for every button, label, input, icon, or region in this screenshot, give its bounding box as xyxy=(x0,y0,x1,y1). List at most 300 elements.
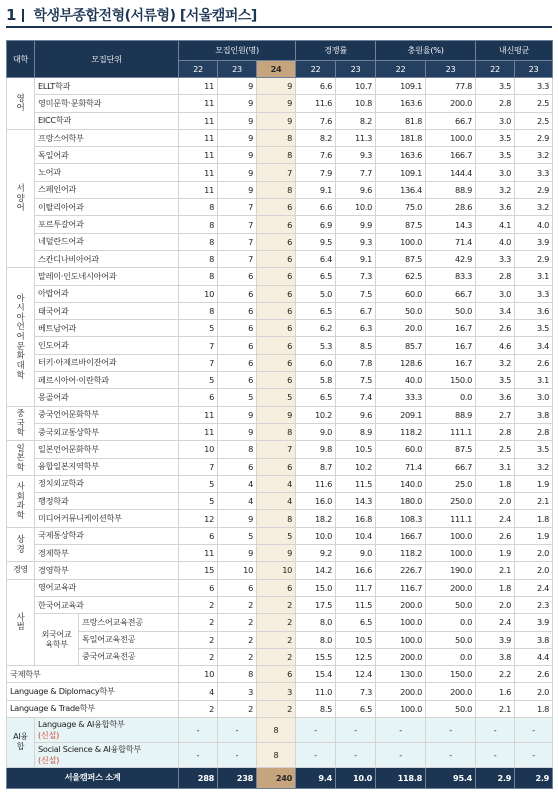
total-f23: 95.4 xyxy=(426,767,476,788)
cell-g23: 2.5 xyxy=(515,95,553,112)
cell-q23: 9 xyxy=(218,147,257,164)
section-title xyxy=(6,4,552,28)
unit-name xyxy=(35,717,179,742)
cell-f22: 20.0 xyxy=(376,320,426,337)
cell-q23: 4 xyxy=(218,475,257,492)
cell-q22: 10 xyxy=(179,666,218,683)
cell-q24: 6 xyxy=(257,268,296,285)
cell-g22: 2.6 xyxy=(476,320,515,337)
cell-f22: 118.2 xyxy=(376,423,426,440)
college-group xyxy=(7,579,35,665)
cell-f23: 25.0 xyxy=(426,475,476,492)
col-gpa: 내신평균 xyxy=(476,41,553,61)
cell-f22: 166.7 xyxy=(376,527,426,544)
cell-f23: 100.0 xyxy=(426,129,476,146)
cell-g23: 3.2 xyxy=(515,147,553,164)
cell-q23: 9 xyxy=(218,406,257,423)
table-row xyxy=(7,683,553,700)
cell-c23: 8.9 xyxy=(336,423,376,440)
cell-g23: 1.9 xyxy=(515,475,553,492)
cell-q24: 2 xyxy=(257,700,296,717)
cell-g23: 2.0 xyxy=(515,545,553,562)
cell-f23: 100.0 xyxy=(426,527,476,544)
total-f22: 118.8 xyxy=(376,767,426,788)
cell-c22: 8.5 xyxy=(296,700,336,717)
cell-g23: 1.8 xyxy=(515,700,553,717)
table-row xyxy=(7,95,553,112)
cell-c23: 7.5 xyxy=(336,285,376,302)
cell-c22: 15.0 xyxy=(296,579,336,596)
cell-g23: 3.9 xyxy=(515,233,553,250)
table-row xyxy=(7,562,553,579)
col-unit: 모집단위 xyxy=(35,41,179,78)
cell-f23: 250.0 xyxy=(426,493,476,510)
cell-c22: - xyxy=(296,717,336,742)
cell-f22: 181.8 xyxy=(376,129,426,146)
cell-f22: 100.0 xyxy=(376,614,426,631)
cell-g23: 4.4 xyxy=(515,648,553,665)
cell-q22: 11 xyxy=(179,423,218,440)
table-row xyxy=(7,631,553,648)
cell-f22: 40.0 xyxy=(376,372,426,389)
cell-f22: 62.5 xyxy=(376,268,426,285)
cell-c22: 6.5 xyxy=(296,268,336,285)
cell-q22: - xyxy=(179,717,218,742)
cell-q24: 6 xyxy=(257,285,296,302)
table-row xyxy=(7,596,553,613)
new-tag: (신설) xyxy=(38,729,60,740)
college-group xyxy=(7,527,35,562)
unit-name: Language & Trade학부 xyxy=(7,700,179,717)
cell-c22: 6.5 xyxy=(296,302,336,319)
cell-c23: 11.5 xyxy=(336,596,376,613)
college-group-label: 아시아언어문화대학 xyxy=(16,292,25,380)
cell-g22: 3.0 xyxy=(476,285,515,302)
cell-f23: - xyxy=(426,742,476,767)
cell-c22: 6.6 xyxy=(296,199,336,216)
cell-f22: 100.0 xyxy=(376,233,426,250)
table-row xyxy=(7,458,553,475)
cell-q24: 8 xyxy=(257,147,296,164)
cell-f23: 50.0 xyxy=(426,302,476,319)
cell-c23: 11.3 xyxy=(336,129,376,146)
cell-f22: 226.7 xyxy=(376,562,426,579)
cell-q23: 9 xyxy=(218,545,257,562)
cell-q23: 5 xyxy=(218,389,257,406)
cell-g22: 2.6 xyxy=(476,527,515,544)
cell-q23: 6 xyxy=(218,337,257,354)
cell-f22: 200.0 xyxy=(376,683,426,700)
cell-q23: 2 xyxy=(218,614,257,631)
cell-f22: 87.5 xyxy=(376,216,426,233)
cell-g22: 3.0 xyxy=(476,164,515,181)
cell-q24: 6 xyxy=(257,216,296,233)
cell-f22: 200.0 xyxy=(376,596,426,613)
college-group-label: 영어 xyxy=(16,92,25,113)
cell-f23: 144.4 xyxy=(426,164,476,181)
cell-g23: 3.8 xyxy=(515,631,553,648)
cell-g22: 3.0 xyxy=(476,112,515,129)
cell-q24: 6 xyxy=(257,579,296,596)
cell-f23: - xyxy=(426,717,476,742)
table-row xyxy=(7,700,553,717)
cell-c23: 11.5 xyxy=(336,475,376,492)
year-24: 24 xyxy=(257,61,296,78)
cell-g23: 1.9 xyxy=(515,527,553,544)
year-23: 23 xyxy=(515,61,553,78)
cell-g23: 3.3 xyxy=(515,285,553,302)
cell-q24: 6 xyxy=(257,458,296,475)
cell-q22: 11 xyxy=(179,129,218,146)
cell-q22: 11 xyxy=(179,406,218,423)
cell-f23: 200.0 xyxy=(426,683,476,700)
unit-name: 터키·아제르바이잔어과 xyxy=(35,354,179,371)
cell-g23: 2.0 xyxy=(515,562,553,579)
table-row xyxy=(7,285,553,302)
cell-q23: 2 xyxy=(218,631,257,648)
cell-f23: 50.0 xyxy=(426,631,476,648)
cell-g23: 3.2 xyxy=(515,458,553,475)
unit-name: 이탈리아어과 xyxy=(35,199,179,216)
cell-f22: 60.0 xyxy=(376,441,426,458)
cell-g22: 3.5 xyxy=(476,147,515,164)
cell-q23: 9 xyxy=(218,129,257,146)
cell-q24: 6 xyxy=(257,666,296,683)
cell-g22: 1.9 xyxy=(476,545,515,562)
unit-name: 행정학과 xyxy=(35,493,179,510)
cell-c22: 5.0 xyxy=(296,285,336,302)
cell-g22: 2.1 xyxy=(476,700,515,717)
col-competition: 경쟁률 xyxy=(296,41,376,61)
unit-name: 미디어커뮤니케이션학부 xyxy=(35,510,179,527)
unit-name: 인도어과 xyxy=(35,337,179,354)
cell-g22: 3.5 xyxy=(476,78,515,95)
cell-g23: 3.1 xyxy=(515,268,553,285)
cell-q23: 6 xyxy=(218,320,257,337)
cell-q24: 9 xyxy=(257,78,296,95)
cell-c23: 6.3 xyxy=(336,320,376,337)
cell-q22: 8 xyxy=(179,268,218,285)
table-row xyxy=(7,742,553,767)
cell-c23: 6.5 xyxy=(336,614,376,631)
cell-c23: 8.2 xyxy=(336,112,376,129)
table-row xyxy=(7,614,553,631)
cell-q22: 6 xyxy=(179,579,218,596)
cell-f23: 71.4 xyxy=(426,233,476,250)
cell-q23: 9 xyxy=(218,510,257,527)
cell-q23: - xyxy=(218,717,257,742)
admission-stats-table xyxy=(6,40,553,789)
cell-c22: 8.2 xyxy=(296,129,336,146)
cell-c23: 6.5 xyxy=(336,700,376,717)
unit-name: 중국외교통상학부 xyxy=(35,423,179,440)
cell-f22: 118.2 xyxy=(376,545,426,562)
table-row xyxy=(7,164,553,181)
subgroup-label: 외국어교육학부 xyxy=(35,614,79,666)
college-group-label: 중국학 xyxy=(16,407,25,438)
cell-c23: 7.5 xyxy=(336,372,376,389)
cell-g22: 4.1 xyxy=(476,216,515,233)
unit-name: 융합일본지역학부 xyxy=(35,458,179,475)
cell-q24: 4 xyxy=(257,493,296,510)
table-row xyxy=(7,199,553,216)
cell-f22: 71.4 xyxy=(376,458,426,475)
cell-g22: - xyxy=(476,717,515,742)
cell-q23: 9 xyxy=(218,164,257,181)
cell-c23: 6.7 xyxy=(336,302,376,319)
cell-f23: 111.1 xyxy=(426,510,476,527)
unit-name: 스페인어과 xyxy=(35,181,179,198)
cell-q24: 6 xyxy=(257,320,296,337)
cell-q22: 11 xyxy=(179,147,218,164)
year-22: 22 xyxy=(179,61,218,78)
cell-c23: - xyxy=(336,742,376,767)
cell-f23: 83.3 xyxy=(426,268,476,285)
cell-q23: 6 xyxy=(218,285,257,302)
cell-q24: 6 xyxy=(257,233,296,250)
cell-q22: 12 xyxy=(179,510,218,527)
cell-c23: 10.5 xyxy=(336,441,376,458)
cell-c23: 10.5 xyxy=(336,631,376,648)
year-23: 23 xyxy=(218,61,257,78)
table-row xyxy=(7,717,553,742)
total-q22: 288 xyxy=(179,767,218,788)
unit-name: 국제학부 xyxy=(7,666,179,683)
cell-c23: 10.8 xyxy=(336,95,376,112)
cell-f23: 42.9 xyxy=(426,250,476,267)
table-row xyxy=(7,441,553,458)
unit-name: 프랑스어교육전공 xyxy=(79,614,179,631)
table-row xyxy=(7,320,553,337)
cell-q23: 7 xyxy=(218,250,257,267)
cell-q22: 10 xyxy=(179,441,218,458)
unit-name: 독일어과 xyxy=(35,147,179,164)
table-row xyxy=(7,233,553,250)
college-group: AI융합 xyxy=(7,717,35,767)
cell-q22: 4 xyxy=(179,683,218,700)
cell-f22: 75.0 xyxy=(376,199,426,216)
total-c22: 9.4 xyxy=(296,767,336,788)
table-row xyxy=(7,475,553,492)
table-row xyxy=(7,216,553,233)
cell-q22: 10 xyxy=(179,285,218,302)
cell-f23: 0.0 xyxy=(426,614,476,631)
cell-g22: 3.3 xyxy=(476,250,515,267)
unit-name: 베트남어과 xyxy=(35,320,179,337)
cell-c23: 7.3 xyxy=(336,683,376,700)
cell-g23: 2.6 xyxy=(515,666,553,683)
cell-c22: 11.6 xyxy=(296,95,336,112)
cell-f22: 50.0 xyxy=(376,302,426,319)
total-q24: 240 xyxy=(257,767,296,788)
cell-c23: 7.3 xyxy=(336,268,376,285)
cell-q24: 7 xyxy=(257,441,296,458)
cell-c22: 5.3 xyxy=(296,337,336,354)
cell-c23: 12.4 xyxy=(336,666,376,683)
cell-g23: 2.5 xyxy=(515,112,553,129)
cell-q23: 6 xyxy=(218,302,257,319)
cell-f22: 130.0 xyxy=(376,666,426,683)
cell-g23: 2.6 xyxy=(515,354,553,371)
cell-c22: 17.5 xyxy=(296,596,336,613)
table-row xyxy=(7,545,553,562)
unit-name: 일본언어문화학부 xyxy=(35,441,179,458)
unit-name: 영어교육과 xyxy=(35,579,179,596)
cell-g22: 4.0 xyxy=(476,233,515,250)
cell-f23: 87.5 xyxy=(426,441,476,458)
cell-g22: - xyxy=(476,742,515,767)
cell-f22: 109.1 xyxy=(376,164,426,181)
cell-q24: 7 xyxy=(257,164,296,181)
cell-q22: 2 xyxy=(179,631,218,648)
cell-c22: 8.0 xyxy=(296,614,336,631)
cell-q22: 8 xyxy=(179,199,218,216)
unit-name: 아랍어과 xyxy=(35,285,179,302)
cell-g23: 2.9 xyxy=(515,181,553,198)
cell-c23: 9.6 xyxy=(336,181,376,198)
cell-q24: 8 xyxy=(257,129,296,146)
table-row xyxy=(7,527,553,544)
cell-f23: 200.0 xyxy=(426,95,476,112)
cell-q22: 11 xyxy=(179,181,218,198)
year-22: 22 xyxy=(296,61,336,78)
cell-g22: 1.8 xyxy=(476,475,515,492)
unit-name: 한국어교육과 xyxy=(35,596,179,613)
cell-q22: 8 xyxy=(179,302,218,319)
cell-q24: 5 xyxy=(257,527,296,544)
cell-f23: 0.0 xyxy=(426,648,476,665)
table-row xyxy=(7,423,553,440)
cell-q23: 7 xyxy=(218,233,257,250)
cell-f23: 88.9 xyxy=(426,406,476,423)
table-row xyxy=(7,493,553,510)
cell-c23: 9.3 xyxy=(336,233,376,250)
cell-g22: 2.2 xyxy=(476,666,515,683)
cell-c22: 14.2 xyxy=(296,562,336,579)
cell-f22: 128.6 xyxy=(376,354,426,371)
cell-q23: 9 xyxy=(218,112,257,129)
cell-q23: - xyxy=(218,742,257,767)
cell-q24: 6 xyxy=(257,302,296,319)
cell-f23: 150.0 xyxy=(426,666,476,683)
cell-g22: 2.8 xyxy=(476,423,515,440)
cell-q24: 10 xyxy=(257,562,296,579)
cell-q22: 8 xyxy=(179,233,218,250)
cell-c23: 7.7 xyxy=(336,164,376,181)
cell-q22: 6 xyxy=(179,527,218,544)
year-22: 22 xyxy=(376,61,426,78)
cell-c22: 11.6 xyxy=(296,475,336,492)
cell-g23: 2.4 xyxy=(515,579,553,596)
cell-c23: 7.4 xyxy=(336,389,376,406)
cell-f23: 66.7 xyxy=(426,458,476,475)
cell-q24: 3 xyxy=(257,683,296,700)
cell-q24: 9 xyxy=(257,406,296,423)
table-row xyxy=(7,337,553,354)
cell-q24: 6 xyxy=(257,250,296,267)
college-group-label: 사회과학 xyxy=(16,480,25,520)
cell-c22: 6.4 xyxy=(296,250,336,267)
cell-q23: 6 xyxy=(218,458,257,475)
cell-c22: 16.0 xyxy=(296,493,336,510)
college-group xyxy=(7,406,35,441)
table-row xyxy=(7,666,553,683)
cell-q22: 15 xyxy=(179,562,218,579)
cell-c23: 7.8 xyxy=(336,354,376,371)
cell-f23: 111.1 xyxy=(426,423,476,440)
cell-f23: 16.7 xyxy=(426,354,476,371)
college-group: 경영 xyxy=(7,562,35,579)
cell-c23: - xyxy=(336,717,376,742)
col-college: 대학 xyxy=(7,41,35,78)
cell-q23: 3 xyxy=(218,683,257,700)
college-group xyxy=(7,78,35,130)
cell-q22: 7 xyxy=(179,458,218,475)
total-c23: 10.0 xyxy=(336,767,376,788)
new-tag: (신설) xyxy=(38,754,60,765)
table-row xyxy=(7,406,553,423)
cell-q22: 7 xyxy=(179,337,218,354)
cell-q22: 2 xyxy=(179,596,218,613)
cell-g22: 1.8 xyxy=(476,579,515,596)
cell-g23: 3.4 xyxy=(515,337,553,354)
cell-c23: 9.0 xyxy=(336,545,376,562)
cell-q22: 11 xyxy=(179,95,218,112)
cell-f23: 50.0 xyxy=(426,596,476,613)
cell-g22: 1.6 xyxy=(476,683,515,700)
college-group xyxy=(7,475,35,527)
table-row xyxy=(7,389,553,406)
cell-f23: 16.7 xyxy=(426,337,476,354)
college-group xyxy=(7,441,35,476)
cell-q24: 6 xyxy=(257,199,296,216)
table-row xyxy=(7,112,553,129)
table-body xyxy=(7,78,553,789)
cell-q22: 5 xyxy=(179,493,218,510)
cell-q24: 4 xyxy=(257,475,296,492)
cell-g23: 2.1 xyxy=(515,493,553,510)
cell-g22: 2.0 xyxy=(476,596,515,613)
cell-f22: - xyxy=(376,742,426,767)
cell-q23: 6 xyxy=(218,579,257,596)
cell-c23: 16.8 xyxy=(336,510,376,527)
cell-f22: 163.6 xyxy=(376,147,426,164)
cell-q22: 8 xyxy=(179,216,218,233)
unit-name: 중국어교육전공 xyxy=(79,648,179,665)
cell-f23: 66.7 xyxy=(426,285,476,302)
table-row xyxy=(7,78,553,95)
cell-f23: 66.7 xyxy=(426,112,476,129)
cell-q24: 8 xyxy=(257,717,296,742)
cell-c23: 11.7 xyxy=(336,579,376,596)
cell-f22: 100.0 xyxy=(376,700,426,717)
cell-g22: 2.1 xyxy=(476,562,515,579)
cell-q22: 5 xyxy=(179,475,218,492)
cell-c22: 6.6 xyxy=(296,78,336,95)
title-divider xyxy=(22,9,24,22)
unit-label: Social Science & AI융합학부 xyxy=(38,744,141,755)
cell-g23: - xyxy=(515,717,553,742)
unit-name: 말레이·인도네시아어과 xyxy=(35,268,179,285)
cell-g22: 3.5 xyxy=(476,129,515,146)
college-group xyxy=(7,129,35,267)
cell-q24: 5 xyxy=(257,389,296,406)
cell-g23: 3.3 xyxy=(515,78,553,95)
unit-name: 스칸디나비아어과 xyxy=(35,250,179,267)
cell-c22: 11.0 xyxy=(296,683,336,700)
cell-c23: 10.2 xyxy=(336,458,376,475)
unit-name: 정치외교학과 xyxy=(35,475,179,492)
